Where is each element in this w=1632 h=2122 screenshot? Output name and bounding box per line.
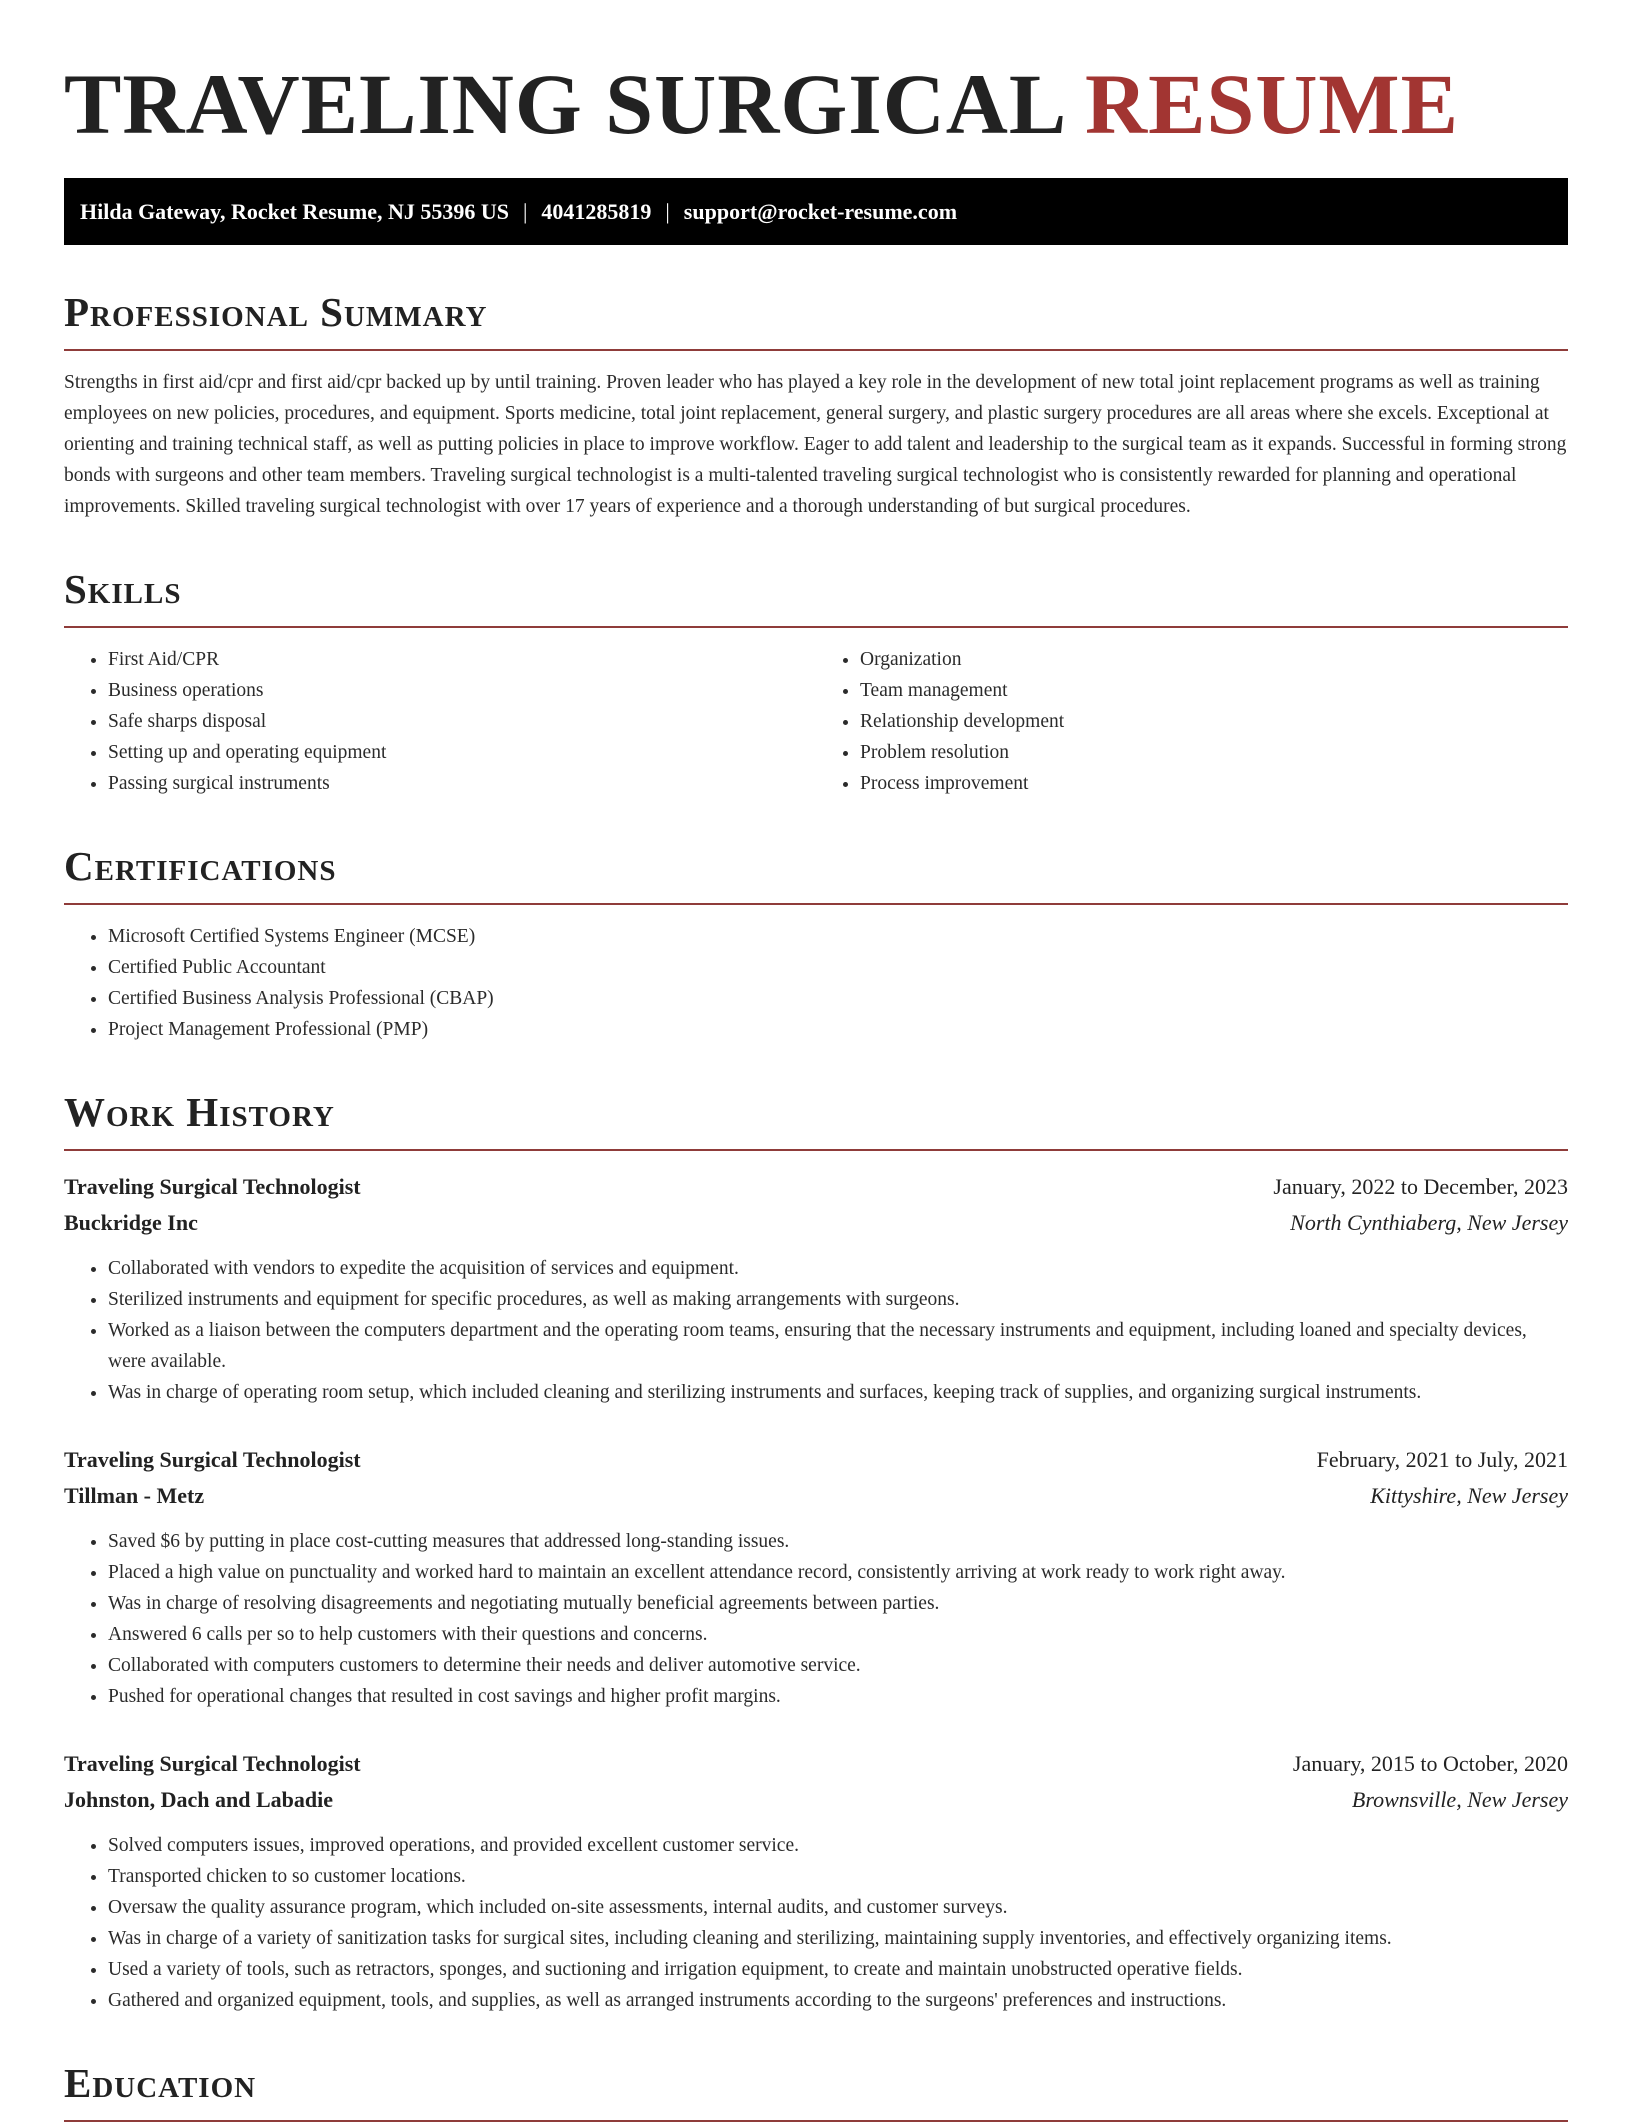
section-heading-education: Education (64, 2060, 1568, 2122)
work-history-section (64, 1089, 1568, 2016)
job-company: Buckridge Inc (64, 1210, 198, 1235)
job-dates: February, 2021 to July, 2021 (1316, 1447, 1568, 1472)
job-title: Traveling Surgical Technologist (64, 1751, 361, 1776)
job-dates: January, 2022 to December, 2023 (1273, 1174, 1568, 1199)
skill-item: • Team management (860, 675, 1568, 706)
skill-item: • Setting up and operating equipment (108, 737, 816, 768)
job-bullet: • Placed a high value on punctuality and worked hard to maintain an excellent attendance record, consistently arriving at work ready to work right away. (108, 1557, 1568, 1588)
job-bullet: • Gathered and organized equipment, tools, and supplies, as well as arranged instruments according to the surgeons' preferences and instructions. (108, 1985, 1568, 2016)
summary-section (64, 289, 1568, 522)
skill-item: • Relationship development (860, 706, 1568, 737)
job-bullet: • Collaborated with vendors to expedite the acquisition of services and equipment. (108, 1253, 1568, 1284)
job-bullet: • Solved computers issues, improved operations, and provided excellent customer service. (108, 1830, 1568, 1861)
job-entry (64, 1169, 1568, 1408)
job-entry (64, 1442, 1568, 1712)
job-location: Kittyshire, New Jersey (1370, 1483, 1568, 1508)
skill-item: • Process improvement (860, 768, 1568, 799)
job-dates: January, 2015 to October, 2020 (1292, 1751, 1568, 1776)
job-bullet: • Used a variety of tools, such as retractors, sponges, and suctioning and irrigation equipment, to create and maintain unobstructed operative fields. (108, 1954, 1568, 1985)
certification-item: • Project Management Professional (PMP) (108, 1014, 1568, 1045)
contact-separator: | (522, 199, 528, 224)
job-company: Tillman - Metz (64, 1483, 205, 1508)
job-bullet: • Was in charge of a variety of sanitization tasks for surgical sites, including cleaning and sterilizing, maintaining supply inventories, and effectively organizing items. (108, 1923, 1568, 1954)
job-bullet: • Was in charge of resolving disagreements and negotiating mutually beneficial agreements between parties. (108, 1588, 1568, 1619)
job-bullet: • Saved $6 by putting in place cost-cutting measures that addressed long-standing issues. (108, 1526, 1568, 1557)
job-bullet: • Was in charge of operating room setup, which included cleaning and sterilizing instruments and surfaces, keeping track of supplies, and organizing surgical instruments. (108, 1377, 1568, 1408)
job-company-row (64, 1478, 1568, 1514)
certification-item: • Microsoft Certified Systems Engineer (MCSE) (108, 921, 1568, 952)
job-header-row (64, 1169, 1568, 1205)
certifications-list (64, 921, 1568, 1045)
section-heading-skills: Skills (64, 566, 1568, 628)
job-company-row (64, 1205, 1568, 1241)
section-heading-work-history: Work History (64, 1089, 1568, 1151)
job-header-row (64, 1746, 1568, 1782)
skills-grid (64, 644, 1568, 799)
job-title: Traveling Surgical Technologist (64, 1174, 361, 1199)
contact-phone: 4041285819 (541, 199, 652, 224)
job-bullet: • Collaborated with computers customers to determine their needs and deliver automotive service. (108, 1650, 1568, 1681)
certifications-section (64, 843, 1568, 1045)
job-bullet: • Worked as a liaison between the computers department and the operating room teams, ensuring that the necessary instruments and equipment, including loaned and specialty devices, were available. (108, 1315, 1568, 1377)
contact-email: support@rocket-resume.com (683, 199, 958, 224)
contact-address: Hilda Gateway, Rocket Resume, NJ 55396 US (80, 199, 509, 224)
contact-separator: | (665, 199, 670, 224)
job-title: Traveling Surgical Technologist (64, 1447, 361, 1472)
skill-item: • Safe sharps disposal (108, 706, 816, 737)
resume-title (64, 56, 1568, 152)
certification-item: • Certified Public Accountant (108, 952, 1568, 983)
job-bullet: • Oversaw the quality assurance program, which included on-site assessments, internal audits, and customer surveys. (108, 1892, 1568, 1923)
job-entry (64, 1746, 1568, 2016)
certification-item: • Certified Business Analysis Professional (CBAP) (108, 983, 1568, 1014)
summary-text: Strengths in first aid/cpr and first aid/cpr backed up by until training. Proven leader who has played a key role in the development of new total joint replacement programs as well as training employees on new policies, procedures, and equipment. Sports medicine, total joint replacement, general surgery, and plastic surgery procedures are all areas where she excels. Exceptional at orienting and training technical staff, as well as putting policies in place to improve workflow. Eager to add talent and leadership to the surgical team as it expands. Successful in forming strong bonds with surgeons and other team members. Traveling surgical technologist is a multi-talented traveling surgical technologist who is consistently rewarded for planning and operational improvements. Skilled traveling surgical technologist with over 17 years of experience and a thorough understanding of but surgical procedures. (64, 372, 1567, 517)
section-heading-certifications: Certifications (64, 843, 1568, 905)
job-header-row (64, 1442, 1568, 1478)
contact-bar (64, 178, 1568, 245)
skill-item: • Problem resolution (860, 737, 1568, 768)
skill-item: • First Aid/CPR (108, 644, 816, 675)
job-bullets (64, 1830, 1568, 2016)
skill-item: • Organization (860, 644, 1568, 675)
skill-item: • Passing surgical instruments (108, 768, 816, 799)
job-company-row (64, 1782, 1568, 1818)
job-bullet: • Answered 6 calls per so to help customers with their questions and concerns. (108, 1619, 1568, 1650)
job-bullets (64, 1526, 1568, 1712)
job-company: Johnston, Dach and Labadie (64, 1787, 333, 1812)
job-bullet: • Pushed for operational changes that resulted in cost savings and higher profit margins. (108, 1681, 1568, 1712)
job-bullet: • Sterilized instruments and equipment for specific procedures, as well as making arrangements with surgeons. (108, 1284, 1568, 1315)
skills-section (64, 566, 1568, 799)
education-section (64, 2060, 1568, 2122)
job-bullet: • Transported chicken to so customer locations. (108, 1861, 1568, 1892)
job-location: Brownsville, New Jersey (1351, 1787, 1568, 1812)
title-accent: RESUME (1085, 56, 1459, 152)
skills-list-left (64, 644, 816, 799)
section-heading-summary: Professional Summary (64, 289, 1568, 351)
title-main: TRAVELING SURGICAL (64, 56, 1063, 152)
job-location: North Cynthiaberg, New Jersey (1290, 1210, 1568, 1235)
skill-item: • Business operations (108, 675, 816, 706)
skills-list-right (816, 644, 1568, 799)
job-bullets (64, 1253, 1568, 1408)
